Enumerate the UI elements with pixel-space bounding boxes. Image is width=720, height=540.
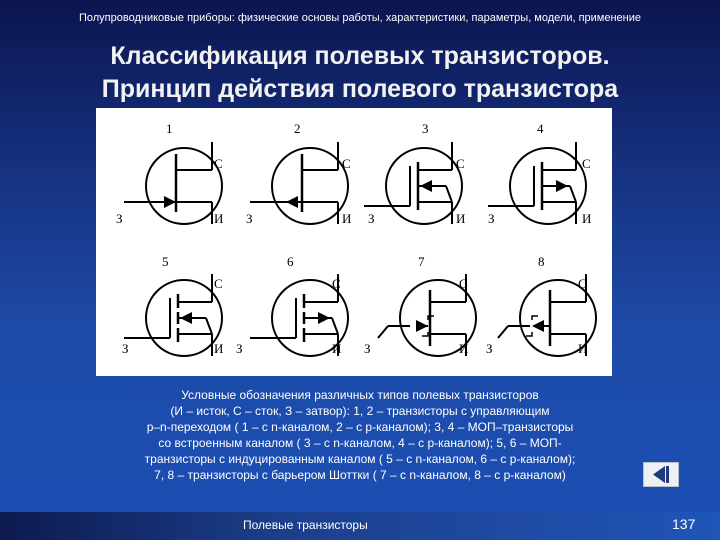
label-source-3: И	[456, 211, 466, 226]
page-number: 137	[672, 516, 696, 532]
label-gate-2: З	[246, 211, 253, 226]
number-1: 1	[166, 121, 173, 136]
label-gate-5: З	[122, 341, 129, 356]
label-drain-1: С	[214, 156, 223, 171]
number-2: 2	[294, 121, 301, 136]
transistor-symbols-figure	[96, 108, 612, 376]
label-drain-7: С	[459, 276, 468, 291]
label-drain-3: С	[456, 156, 465, 171]
number-4: 4	[537, 121, 544, 136]
number-7: 7	[418, 254, 425, 269]
caption-line-4: со встроенным каналом ( 3 – с n-каналом, 4 – с p-каналом); 5, 6 – МОП-	[158, 436, 562, 450]
number-8: 8	[538, 254, 545, 269]
slide-title	[0, 40, 720, 106]
label-source-2: И	[342, 211, 352, 226]
label-source-5: И	[214, 341, 224, 356]
label-source-7: И	[459, 341, 469, 356]
label-drain-5: С	[214, 276, 223, 291]
title-line-1: Классификация полевых транзисторов.	[110, 42, 610, 70]
label-gate-4: З	[488, 211, 495, 226]
caption-line-3: p–n-переходом ( 1 – с n-каналом, 2 – с p-каналом); 3, 4 – МОП–транзисторы	[146, 420, 574, 434]
label-gate-6: З	[236, 341, 243, 356]
label-gate-8: З	[486, 341, 493, 356]
label-source-1: И	[214, 211, 224, 226]
label-drain-8: С	[578, 276, 587, 291]
transistor-symbols-svg	[96, 108, 612, 376]
header-text: Полупроводниковые приборы: физические основы работы, характеристики, параметры, модели, применение	[78, 12, 642, 24]
go-to-first-slide-button[interactable]	[643, 462, 679, 487]
number-3: 3	[422, 121, 429, 136]
caption-line-5: транзисторы с индуцированным каналом ( 5 – с n-каналом, 6 – с p-каналом);	[144, 452, 576, 466]
symbol-1	[124, 142, 222, 224]
label-drain-6: С	[332, 276, 341, 291]
label-gate-3: З	[368, 211, 375, 226]
label-source-4: И	[582, 211, 592, 226]
symbol-5	[124, 274, 222, 356]
number-6: 6	[287, 254, 294, 269]
number-5: 5	[162, 254, 169, 269]
figure-caption	[80, 387, 640, 483]
label-source-8: И	[578, 341, 588, 356]
label-gate-7: З	[364, 341, 371, 356]
footer-topic: Полевые транзисторы	[243, 518, 368, 532]
caption-line-2: (И – исток, С – сток, З – затвор): 1, 2 – транзисторы с управляющим	[170, 404, 550, 418]
symbol-4	[488, 142, 586, 224]
label-source-6: И	[332, 341, 342, 356]
title-line-2: Принцип действия полевого транзистора	[101, 75, 619, 103]
symbol-3	[364, 142, 462, 224]
label-gate-1: З	[116, 211, 123, 226]
symbol-2	[250, 142, 348, 224]
label-drain-2: С	[342, 156, 351, 171]
caption-line-1: Условные обозначения различных типов полевых транзисторов	[181, 388, 539, 402]
skip-to-start-icon	[644, 463, 678, 486]
caption-line-6: 7, 8 – транзисторы с барьером Шоттки ( 7 – с n-каналом, 8 – с p-каналом)	[154, 468, 566, 482]
label-drain-4: С	[582, 156, 591, 171]
